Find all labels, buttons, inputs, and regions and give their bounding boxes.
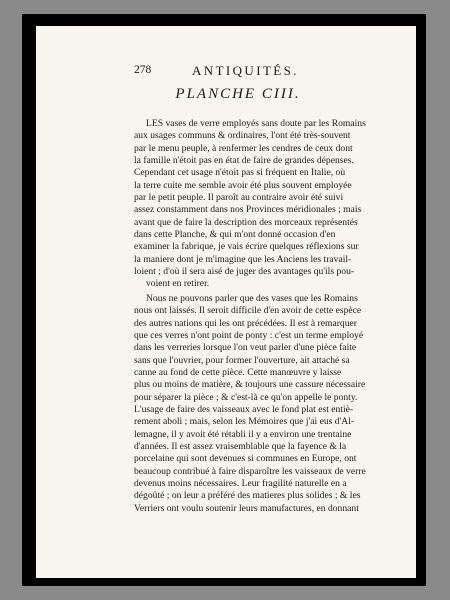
text-line: dégoûté ; on leur a préféré des matieres plus solides ; & les (134, 490, 361, 502)
text-line: que ces verres n'ont point de ponty : c'est un terme employé (134, 329, 364, 341)
text-line: LES vases de verre employés sans doute par les Romains (146, 118, 366, 129)
text-line: devenus moins nécessaires. Leur fragilité naturelle en a (134, 477, 347, 489)
text-line: d'années. Il est assez vraisemblable que la fayence & la (134, 440, 347, 452)
text-line: loient ; d'où il sera aisé de juger des avantages qu'ils pou- (134, 266, 355, 278)
running-title: ANTIQUITÉS. (192, 63, 299, 78)
text-line: aux usages communs & ordinaires, l'ont été très-souvent (134, 130, 351, 142)
text-line: examiner la fabrique, je vais écrire quelques réflexions sur (134, 241, 359, 253)
text-line: sans que l'ouvrier, pour former l'ouverture, ait attaché sa (134, 354, 350, 366)
text-line: la maniere dont je m'imagine que les Anciens les travail- (134, 253, 352, 265)
paragraph-1 (134, 118, 392, 291)
text-line: voient en retirer. (146, 278, 210, 290)
text-line: la terre cuite me semble avoir été plus souvent employée (134, 179, 352, 191)
text-line: nous ont laissés. Il seroit difficile d'en avoir de cette espèce (134, 305, 362, 317)
text-line: dans cette Planche, & qui m'ont donné occasion d'en (134, 229, 336, 241)
text-line: Verriers ont voulu soutenir leurs manufactures, en donnant (134, 502, 359, 514)
text-line: lemagne, il y avoit été rétabli il y a environ une trentaine (134, 428, 352, 440)
text-line: la famille n'étoit pas en état de faire de grandes dépenses. (134, 155, 354, 167)
text-line: pour séparer la pièce ; & c'est-là ce qu'on appelle le ponty. (134, 391, 358, 403)
text-line: avant que de faire la description des morceaux représentés (134, 216, 358, 228)
text-line: porcelaine qui sont devenues si communes en Europe, ont (134, 453, 357, 465)
text-line: plus ou moins de matière, & toujours une cassure nécessaire (134, 379, 366, 391)
page-number: 278 (134, 64, 152, 76)
text-line: L'usage de faire des vaisseaux avec le fond plat est entiè- (134, 403, 354, 415)
text-line: Cependant cet usage n'étoit pas si fréquent en Italie, où (134, 167, 346, 179)
text-line: canne au fond de cette pièce. Cette manœuvre y laisse (134, 366, 342, 378)
text-line: par le petit peuple. Il paroît au contraire avoir été suivi (134, 192, 344, 204)
body-text (134, 118, 392, 515)
text-line: par le menu peuple, à renfermer les cendres de ceux dont (134, 142, 353, 154)
text-line: beaucoup contribué à faire disparoître les vaisseaux de verre (134, 465, 366, 477)
text-line: Nous ne pouvons parler que des vases que les Romains (146, 292, 358, 304)
text-line: dans les verreries lorsque l'on veut parler d'une pièce faite (134, 342, 357, 354)
book-page (36, 26, 416, 578)
plate-title: PLANCHE CIII. (175, 86, 301, 102)
text-line: des autres nations qui les ont précédées. Il est à remarquer (134, 317, 357, 329)
text-line: assez constamment dans nos Provinces méridionales ; mais (134, 204, 362, 216)
paragraph-2 (134, 293, 392, 515)
text-line: rement aboli ; mais, selon les Mémoires que j'ai eus d'Al- (134, 416, 355, 428)
